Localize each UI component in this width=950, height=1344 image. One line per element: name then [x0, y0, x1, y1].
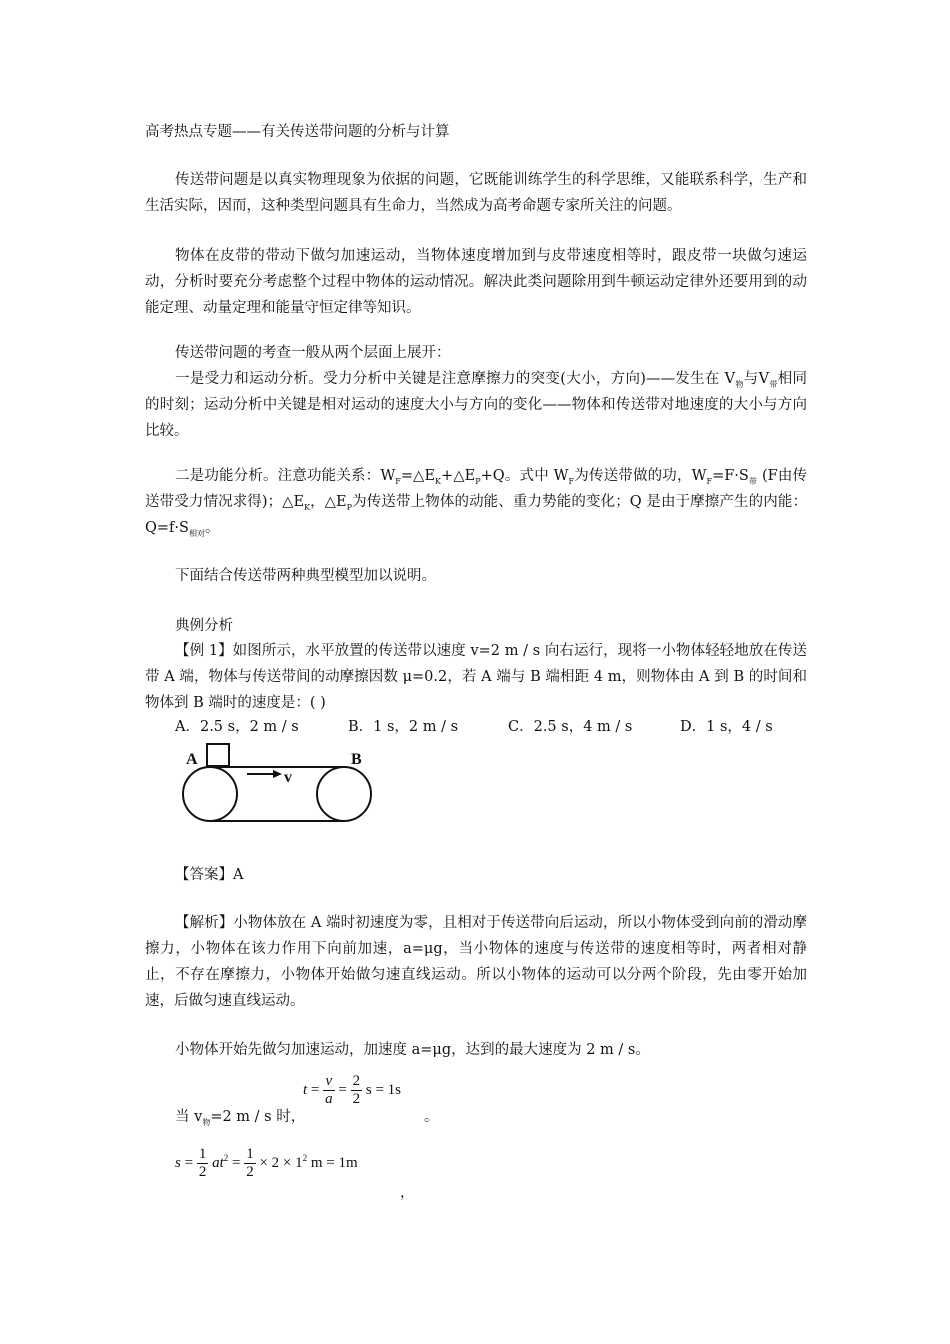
right-pulley [317, 767, 371, 821]
analysis-paragraph: 【解析】小物体放在 A 端时初速度为零，且相对于传送带向后运动，所以小物体受到向前的滑动摩擦力，小物体在该力作用下向前加速，a=μg，当小物体的速度与传送带的速度相等时，两者相对静止，不存在摩擦力，小物体开始做匀速直线运动。所以小物体的运动可以分两个阶段，先由零开始加速，后做匀速直线运动。 [145, 915, 807, 1009]
option-d: D．1 s，4 / s [680, 719, 773, 735]
trailing-comma: ， [400, 1185, 415, 1201]
energy-analysis-paragraph: 二是功能分析。注意功能关系：$W_F=\triangle E_K+\triangle E_P+Q$。式中 $W_F$为传送带做的功，$W_F=F\cdot S_带$ (F由传送带受力情况求得)；$\triangle E_K$，$\triangle E_P$为传送带上物体的动能、重力势能的变化；Q 是由于摩擦产生的内能：$Q=f\cdot S_{相对}$。 [145, 468, 808, 538]
option-b: B．1 s，2 m / s [348, 719, 459, 735]
time-equation: t = $\frac{v}{a}$ = $\frac{2}{2}$ s = 1s [303, 1073, 401, 1107]
velocity-condition-line: 当 $v_物=2$ m / s 时， [175, 1109, 306, 1127]
force-analysis-paragraph: 一是受力和运动分析。受力分析中关键是注意摩擦力的突变(大小，方向)——发生在 $V_物$与$V_带$相同的时刻；运动分析中关键是相对运动的速度大小与方向的变化——物体和传送带对地速度的大小与方向比较。 [145, 371, 808, 439]
answer-line: 【答案】A [175, 867, 244, 883]
label-b: B [351, 751, 362, 768]
models-paragraph: 下面结合传送带两种典型模型加以说明。 [175, 568, 436, 584]
conveyor-belt-figure [170, 738, 385, 828]
section-heading: 典例分析 [175, 618, 233, 634]
velocity-arrow-icon [247, 770, 282, 778]
page-title: 高考热点专题——有关传送带问题的分析与计算 [145, 124, 450, 140]
acceleration-line: 小物体开始先做匀加速运动，加速度 a=μg，达到的最大速度为 2 m / s。 [175, 1042, 650, 1058]
label-v: v [284, 769, 292, 786]
sentence-period: 。 [424, 1109, 439, 1125]
intro-paragraph: 传送带问题是以真实物理现象为依据的问题，它既能训练学生的科学思维，又能联系科学，生产和生活实际，因而，这种类型问题具有生命力，当然成为高考命题专家所关注的问题。 [145, 172, 807, 214]
left-pulley [183, 767, 237, 821]
levels-intro: 传送带问题的考查一般从两个层面上展开： [175, 345, 451, 361]
object-block [207, 744, 229, 766]
motion-paragraph: 物体在皮带的带动下做匀加速运动，当物体速度增加到与皮带速度相等时，跟皮带一块做匀速运动，分析时要充分考虑整个过程中物体的运动情况。解决此类问题除用到牛顿运动定律外还要用到的动能定理、动量定理和能量守恒定律等知识。 [145, 248, 807, 316]
label-a: A [186, 751, 198, 768]
displacement-equation: s = $\frac{1}{2}$ $at^2$ = $\frac{1}{2}$ × $2 \times 1^2$ m = 1m [175, 1146, 358, 1180]
option-c: C．2.5 s，4 m / s [508, 719, 633, 735]
option-a: A．2.5 s，2 m / s [175, 719, 299, 735]
example-1-question: 【例 1】如图所示，水平放置的传送带以速度 v=2 m / s 向右运行，现将一小物体轻轻地放在传送带 A 端，物体与传送带间的动摩擦因数 μ=0.2，若 A 端与 B 端相距 4 m，则物体由 A 到 B 的时间和物体到 B 端时的速度是：( ) [145, 643, 807, 711]
answer-options [175, 715, 815, 739]
